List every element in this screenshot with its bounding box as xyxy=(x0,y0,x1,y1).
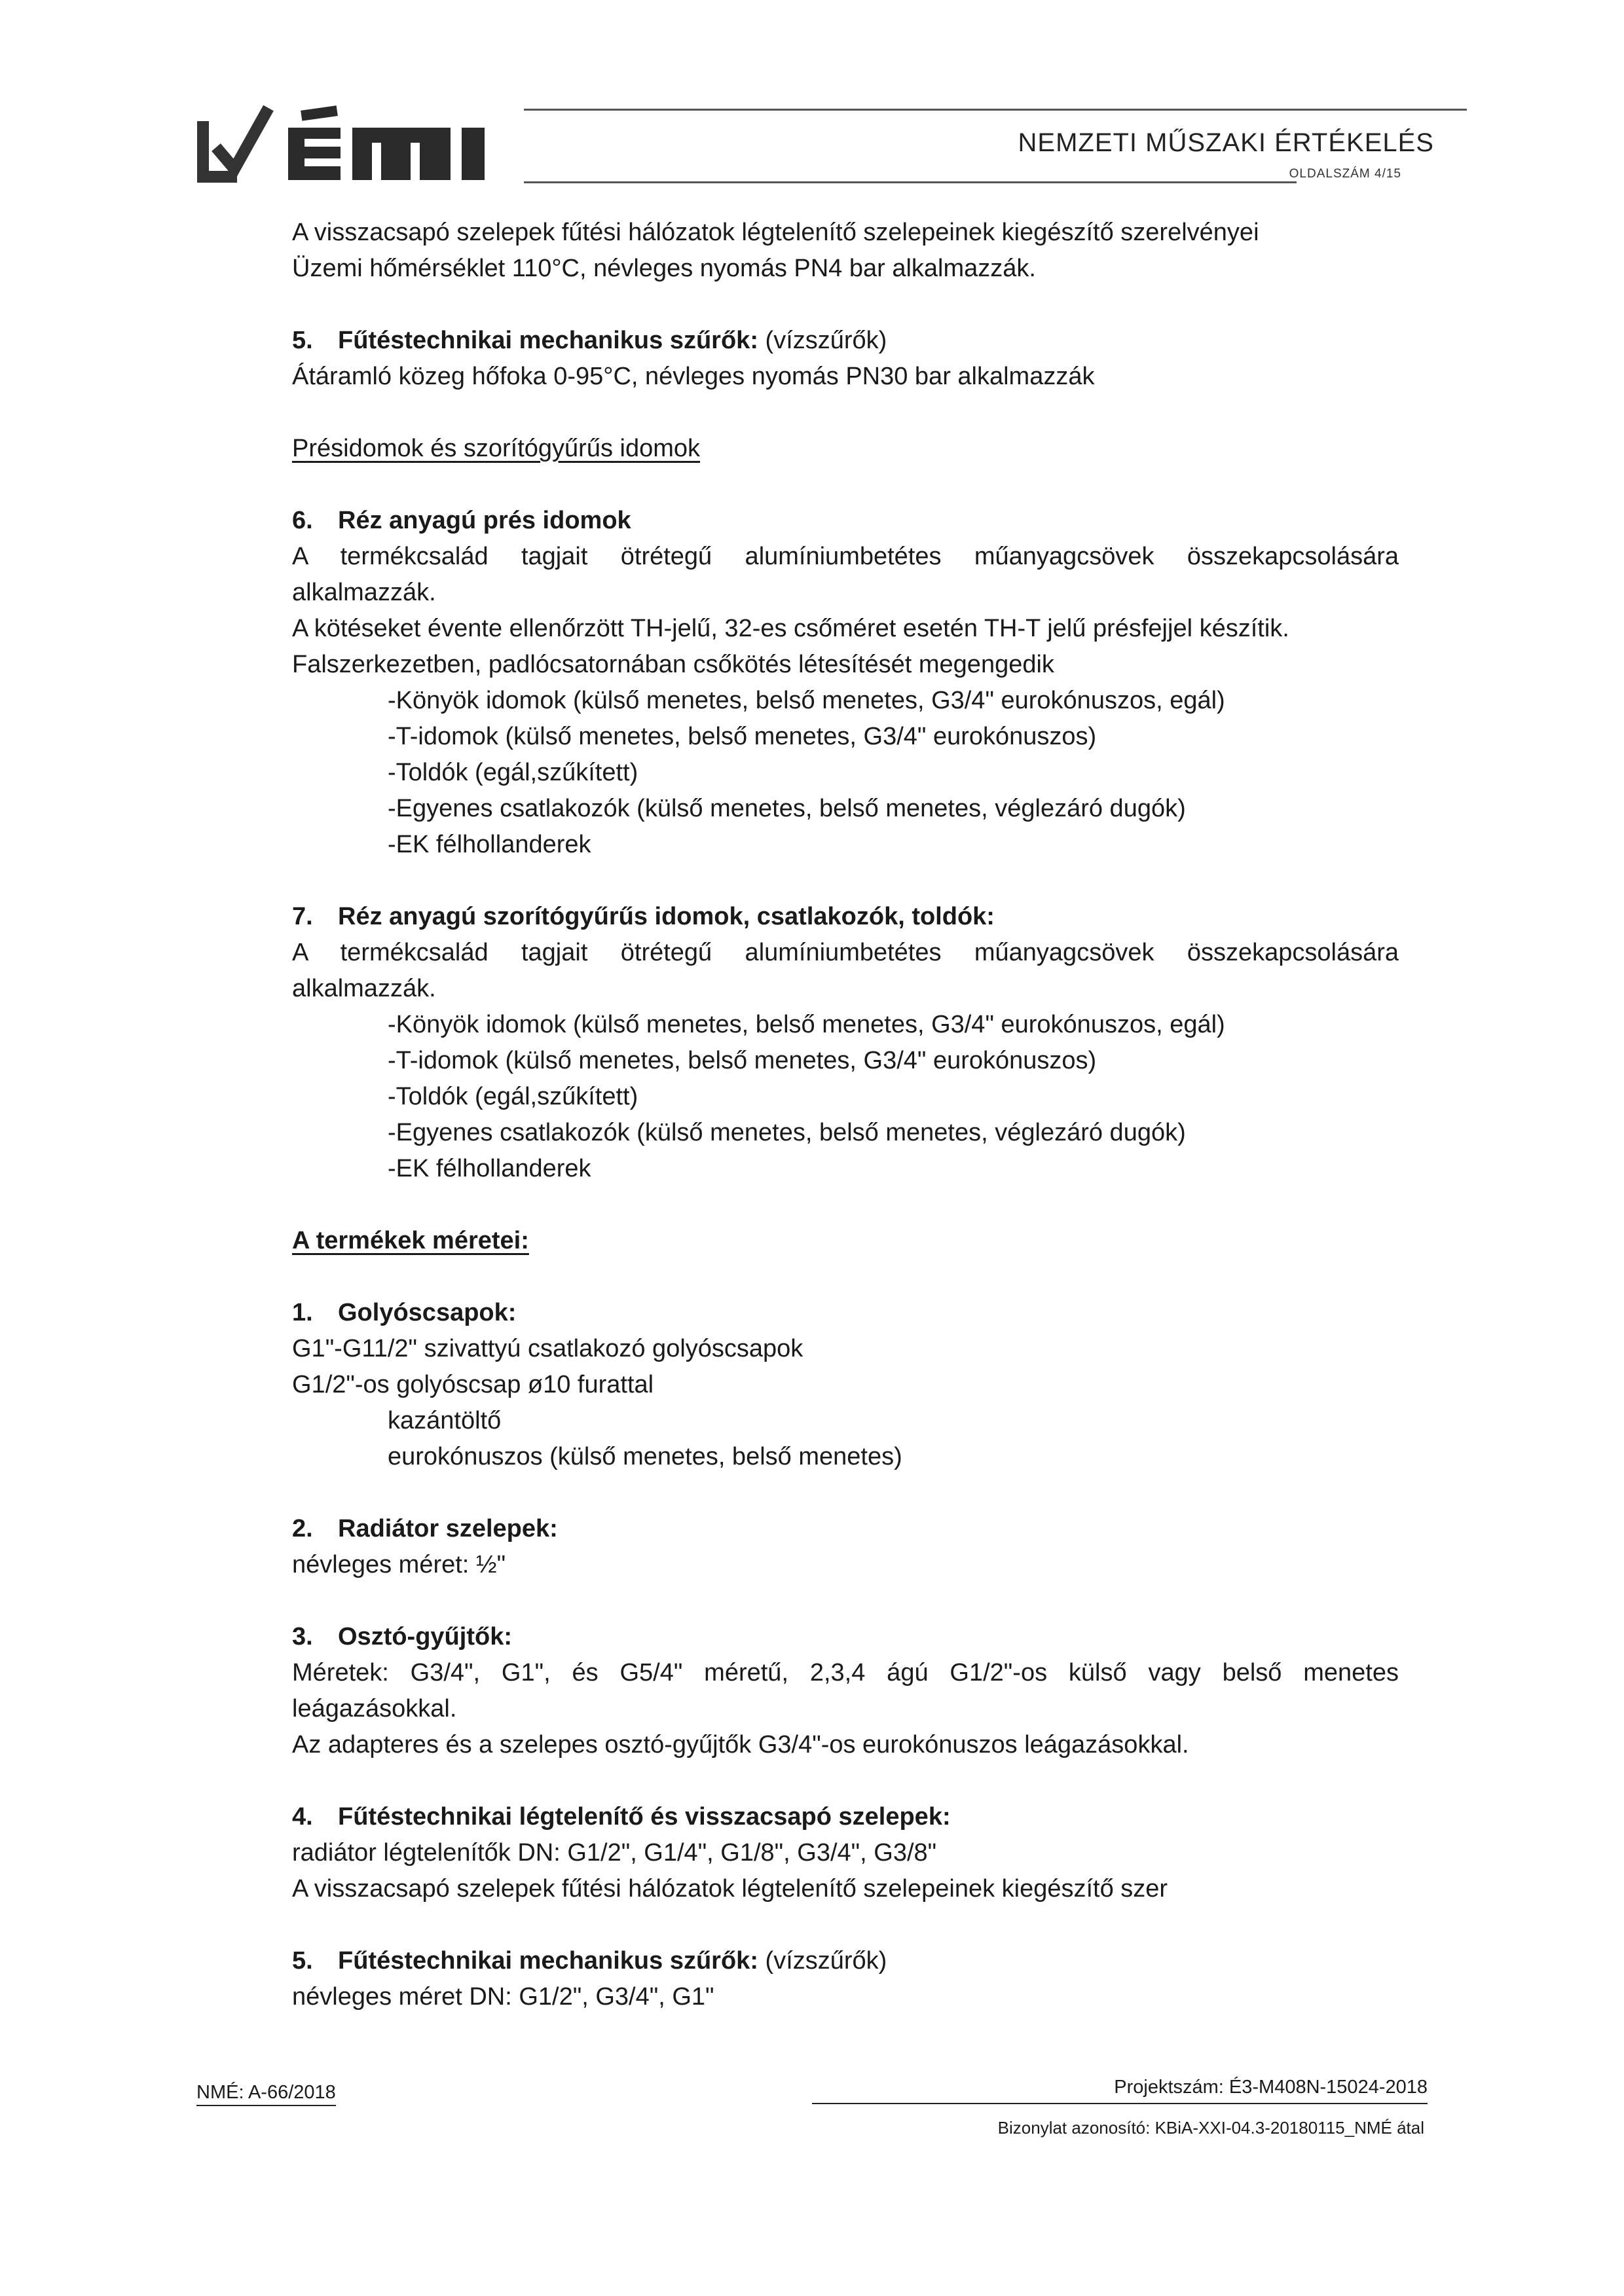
paragraph-line: Falszerkezetben, padlócsatornában csőkötés létesítését megengedik xyxy=(292,651,1054,678)
section-7-heading: 7. Réz anyagú szorítógyűrűs idomok, csatlakozók, toldók: xyxy=(292,903,995,930)
header-title: NEMZETI MŰSZAKI ÉRTÉKELÉS xyxy=(1018,128,1434,157)
list-item: -Toldók (egál,szűkített) xyxy=(388,759,638,786)
list-item: -Könyök idomok (külső menetes, belső menetes, G3/4" eurokónuszos, egál) xyxy=(388,1011,1225,1038)
paragraph-line: radiátor légtelenítők DN: G1/2", G1/4", G1/8", G3/4", G3/8" xyxy=(292,1839,937,1867)
footer-document-id: Bizonylat azonosító: KBiA-XXI-04.3-20180115_NMÉ átal xyxy=(997,2118,1424,2138)
page-number: OLDALSZÁM 4/15 xyxy=(1289,167,1401,181)
paragraph-line: A kötéseket évente ellenőrzött TH-jelű, 32-es csőméret esetén TH-T jelű présfejjel készítik. xyxy=(292,615,1289,642)
paragraph-line: A visszacsapó szelepek fűtési hálózatok légtelenítő szelepeinek kiegészítő szer xyxy=(292,1875,1168,1903)
paragraph-line: Méretek: G3/4", G1", és G5/4" méretű, 2,3,4 ágú G1/2"-os külső vagy belső menetes xyxy=(292,1659,1399,1686)
paragraph-line: Üzemi hőmérséklet 110°C, névleges nyomás PN4 bar alkalmazzák. xyxy=(292,255,1036,282)
section-6-heading: 6. Réz anyagú prés idomok xyxy=(292,507,631,534)
paragraph-line: A visszacsapó szelepek fűtési hálózatok légtelenítő szelepeinek kiegészítő szerelvényei xyxy=(292,219,1259,246)
footer-nme-number: NMÉ: A-66/2018 xyxy=(196,2082,336,2106)
header-rule-bottom xyxy=(524,181,1297,183)
list-item: kazántöltő xyxy=(388,1407,502,1434)
product-sizes-heading: A termékek méretei: xyxy=(292,1227,529,1254)
emi-logo xyxy=(196,98,537,190)
list-item: -Egyenes csatlakozók (külső menetes, belső menetes, véglezáró dugók) xyxy=(388,1119,1186,1146)
header-rule-top xyxy=(524,109,1467,111)
paragraph-line: Az adapteres és a szelepes osztó-gyűjtők G3/4"-os eurokónuszos leágazásokkal. xyxy=(292,1731,1189,1758)
list-item: -T-idomok (külső menetes, belső menetes, G3/4" eurokónuszos) xyxy=(388,1047,1097,1074)
paragraph-line: G1"-G11/2" szivattyú csatlakozó golyóscsapok xyxy=(292,1335,803,1362)
sizes-2-heading: 2. Radiátor szelepek: xyxy=(292,1515,558,1542)
paragraph-line: Átáramló közeg hőfoka 0-95°C, névleges nyomás PN30 bar alkalmazzák xyxy=(292,363,1095,390)
paragraph-line: G1/2"-os golyóscsap ø10 furattal xyxy=(292,1371,654,1398)
paragraph-line: névleges méret: ½" xyxy=(292,1551,506,1578)
section-5-heading: 5. Fűtéstechnikai mechanikus szűrők: (vízszűrők) xyxy=(292,327,887,354)
list-item: -Könyök idomok (külső menetes, belső menetes, G3/4" eurokónuszos, egál) xyxy=(388,687,1225,714)
paragraph-line: alkalmazzák. xyxy=(292,579,436,606)
list-item: -EK félhollanderek xyxy=(388,1155,591,1182)
sizes-5-heading: 5. Fűtéstechnikai mechanikus szűrők: (vízszűrők) xyxy=(292,1947,887,1975)
sizes-4-heading: 4. Fűtéstechnikai légtelenítő és visszacsapó szelepek: xyxy=(292,1803,951,1831)
list-item: -Toldók (egál,szűkített) xyxy=(388,1083,638,1110)
paragraph-line: A termékcsalád tagjait ötrétegű alumíniumbetétes műanyagcsövek összekapcsolására xyxy=(292,939,1399,966)
list-item: -EK félhollanderek xyxy=(388,831,591,858)
document-body xyxy=(292,215,1399,2015)
paragraph-line: alkalmazzák. xyxy=(292,975,436,1002)
list-item: -T-idomok (külső menetes, belső menetes, G3/4" eurokónuszos) xyxy=(388,723,1097,750)
sizes-3-heading: 3. Osztó-gyűjtők: xyxy=(292,1623,512,1650)
press-fittings-heading: Présidomok és szorítógyűrűs idomok xyxy=(292,435,701,462)
paragraph-line: leágazásokkal. xyxy=(292,1695,457,1722)
list-item: -Egyenes csatlakozók (külső menetes, belső menetes, véglezáró dugók) xyxy=(388,795,1186,822)
paragraph-line: névleges méret DN: G1/2", G3/4", G1" xyxy=(292,1983,714,2011)
list-item: eurokónuszos (külső menetes, belső menetes) xyxy=(388,1443,902,1470)
paragraph-line: A termékcsalád tagjait ötrétegű alumíniumbetétes műanyagcsövek összekapcsolására xyxy=(292,543,1399,570)
footer-project-number: Projektszám: É3-M408N-15024-2018 xyxy=(1114,2077,1428,2098)
footer-rule xyxy=(812,2103,1428,2104)
sizes-1-heading: 1. Golyóscsapok: xyxy=(292,1299,517,1326)
